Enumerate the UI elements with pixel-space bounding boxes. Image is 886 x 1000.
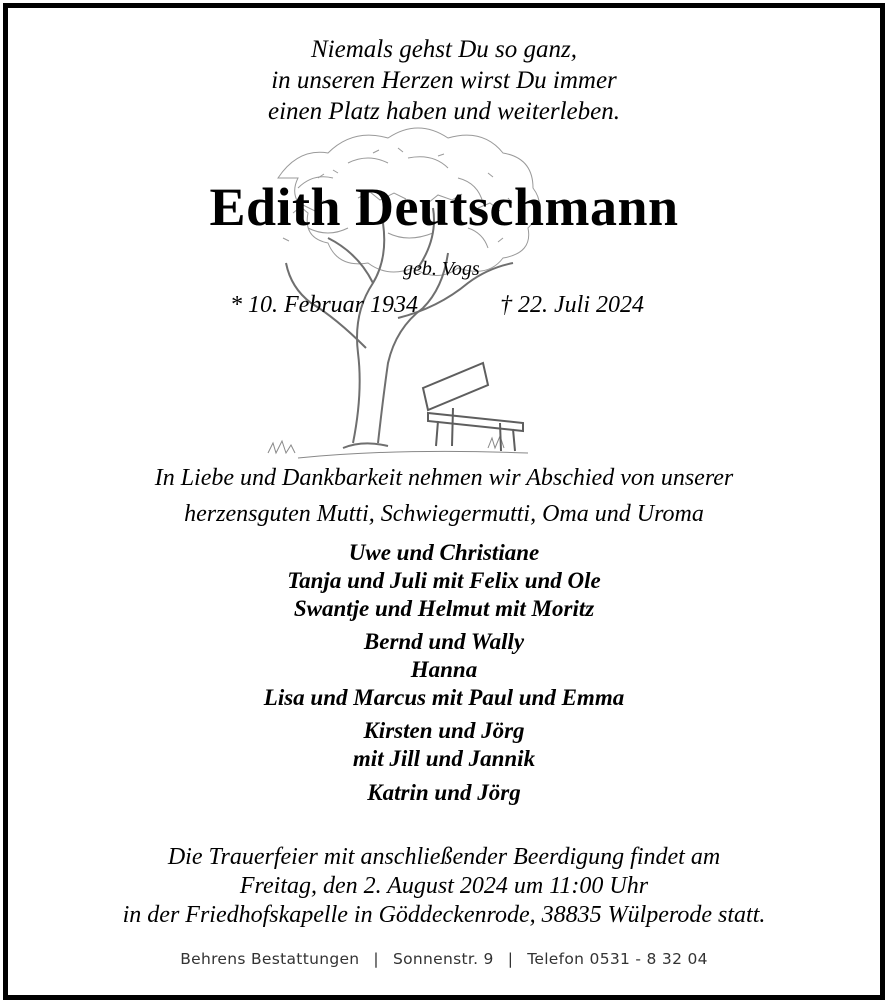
family-member: Tanja und Juli mit Felix und Ole xyxy=(287,568,601,593)
family-member: Hanna xyxy=(410,657,478,682)
footer-separator: | xyxy=(373,950,379,968)
poem-line: in unseren Herzen wirst Du immer xyxy=(271,67,617,94)
obituary-notice xyxy=(3,3,885,1000)
funeral-home-phone: Telefon 0531 - 8 32 04 xyxy=(527,950,708,968)
service-line: Freitag, den 2. August 2024 um 11:00 Uhr xyxy=(239,873,649,899)
family-group xyxy=(8,628,880,712)
farewell-line: herzensguten Mutti, Schwiegermutti, Oma und Uroma xyxy=(184,501,704,527)
service-info xyxy=(8,843,880,930)
family-group xyxy=(8,779,880,807)
farewell-text xyxy=(8,460,880,532)
family-member: Lisa und Marcus mit Paul und Emma xyxy=(263,685,625,710)
family-group xyxy=(8,539,880,623)
footer-separator: | xyxy=(507,950,514,968)
service-line: in der Friedhofskapelle in Göddeckenrode, 38835 Wülperode statt. xyxy=(122,902,766,928)
poem xyxy=(8,34,880,127)
family-group xyxy=(8,717,880,773)
family-member: Bernd und Wally xyxy=(363,629,525,654)
deceased-name: Edith Deutschmann xyxy=(209,177,679,237)
poem-line: einen Platz haben und weiterleben. xyxy=(267,98,620,125)
service-line: Die Trauerfeier mit anschließender Beerdigung findet am xyxy=(167,844,721,870)
footer xyxy=(8,950,880,968)
family-member: Katrin und Jörg xyxy=(367,780,521,805)
family-member: Swantje und Helmut mit Moritz xyxy=(293,596,595,621)
funeral-home-name: Behrens Bestattungen xyxy=(180,950,360,968)
funeral-home-address: Sonnenstr. 9 xyxy=(392,950,494,968)
farewell-line: In Liebe und Dankbarkeit nehmen wir Abschied von unserer xyxy=(154,465,734,491)
poem-line: Niemals gehst Du so ganz, xyxy=(311,36,577,63)
family-member: mit Jill und Jannik xyxy=(352,746,536,771)
death-date: † 22. Juli 2024 xyxy=(500,292,644,318)
born-name: geb. Vogs xyxy=(403,258,480,280)
family-member: Uwe und Christiane xyxy=(348,540,540,565)
birth-date: * 10. Februar 1934 xyxy=(230,292,418,318)
family-member: Kirsten und Jörg xyxy=(363,718,525,743)
